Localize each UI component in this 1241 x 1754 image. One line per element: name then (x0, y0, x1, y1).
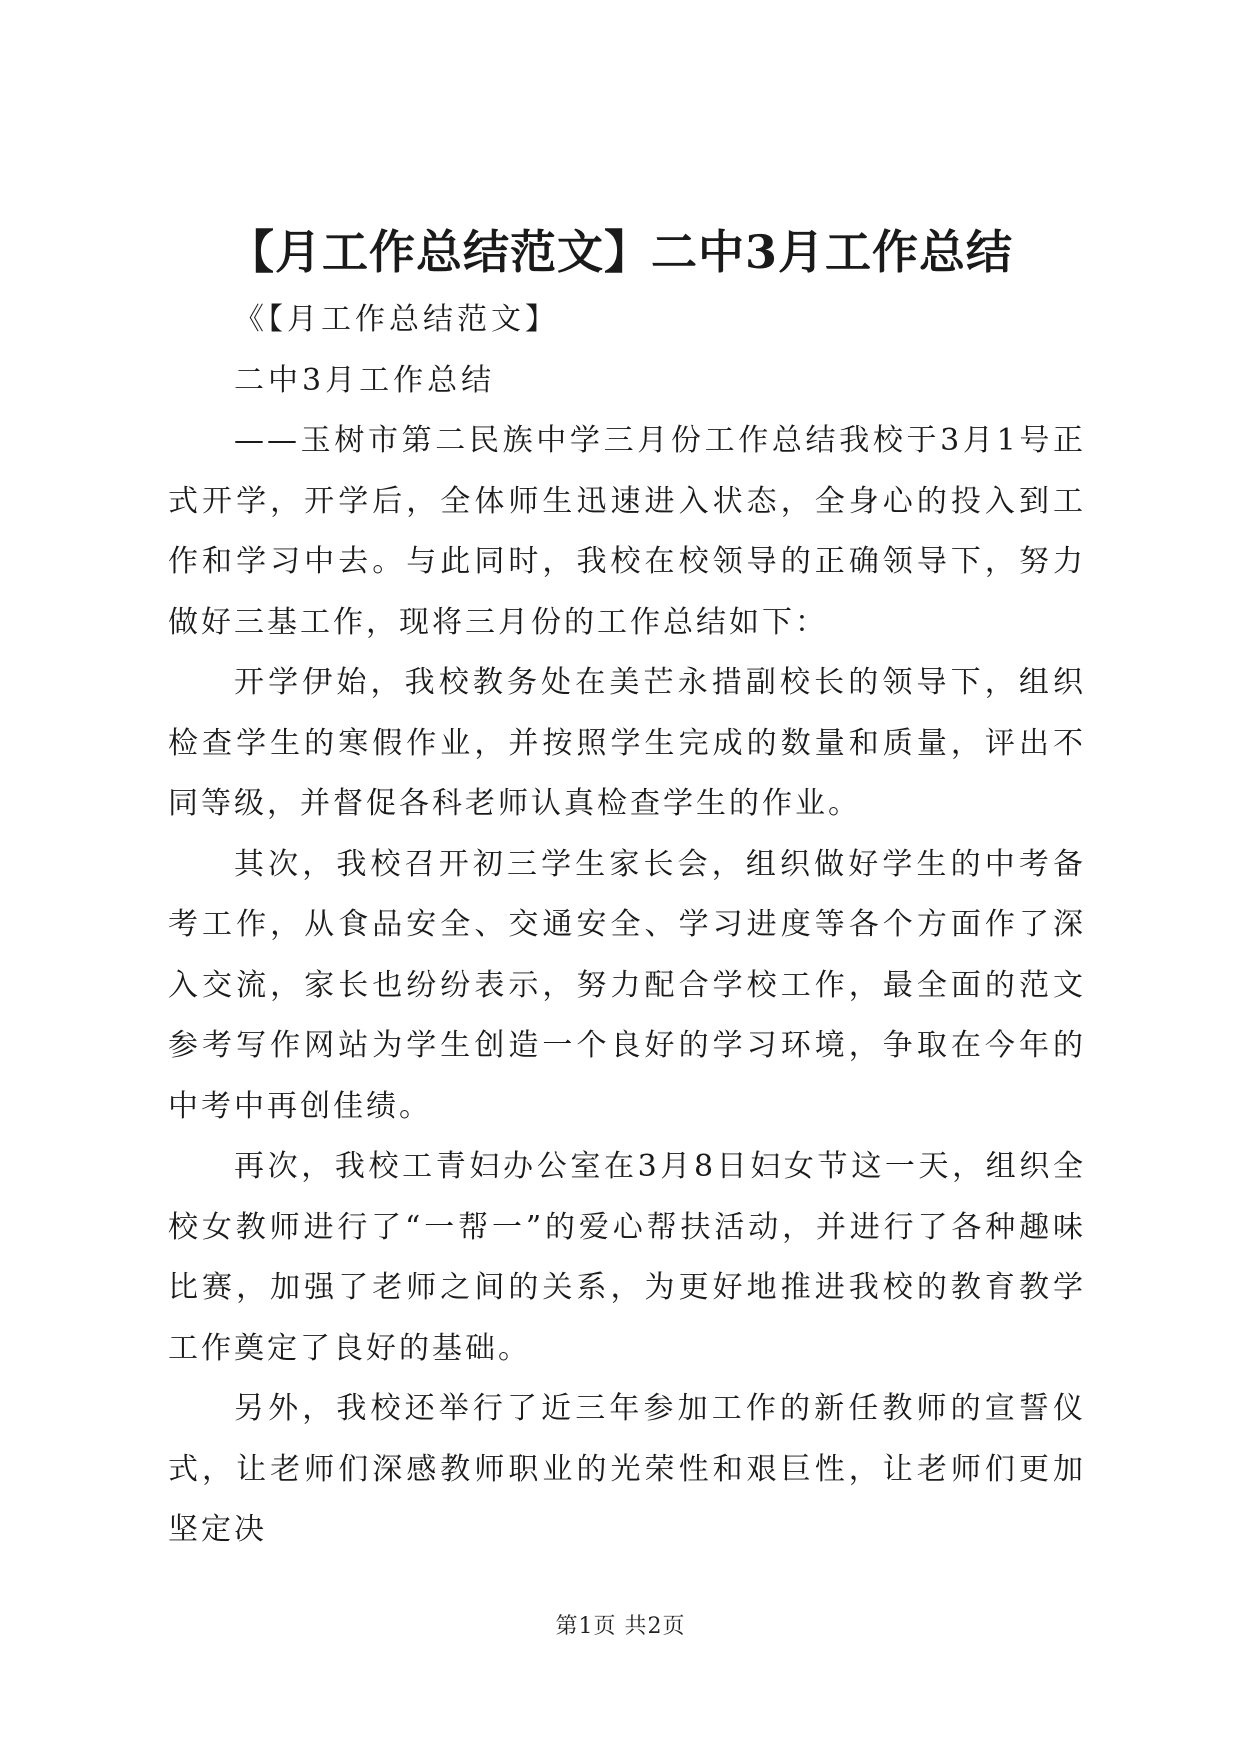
body-paragraph: 开学伊始，我校教务处在美芒永措副校长的领导下，组织检查学生的寒假作业，并按照学生完成的数量和质量，评出不同等级，并督促各科老师认真检查学生的作业。 (168, 665, 1086, 821)
subtitle-line: 《【月工作总结范文】 (234, 302, 559, 337)
document-title: 【月工作总结范文】二中3月工作总结 (227, 225, 1013, 279)
subtitle-line: 二中3月工作总结 (234, 362, 496, 398)
body-paragraph: 其次，我校召开初三学生家长会，组织做好学生的中考备考工作，从食品安全、交通安全、学习进度等各个方面作了深入交流，家长也纷纷表示，努力配合学校工作，最全面的范文参考写作网站为学生创造一个良好的学习环境，争取在今年的中考中再创佳绩。 (168, 846, 1086, 1124)
document-body (168, 290, 1086, 1561)
body-paragraph: 另外，我校还举行了近三年参加工作的新任教师的宣誓仪式，让老师们深感教师职业的光荣性和艰巨性，让老师们更加坚定决 (168, 1391, 1086, 1547)
body-paragraph: ——玉树市第二民族中学三月份工作总结我校于3月1号正式开学，开学后，全体师生迅速进入状态，全身心的投入到工作和学习中去。与此同时，我校在校领导的正确领导下，努力做好三基工作，现将三月份的工作总结如下： (168, 423, 1086, 640)
page-footer: 第1页 共2页 (555, 1614, 686, 1639)
body-paragraph: 再次，我校工青妇办公室在3月8日妇女节这一天，组织全校女教师进行了“一帮一”的爱心帮扶活动，并进行了各种趣味比赛，加强了老师之间的关系，为更好地推进我校的教育教学工作奠定了良好的基础。 (168, 1149, 1086, 1366)
